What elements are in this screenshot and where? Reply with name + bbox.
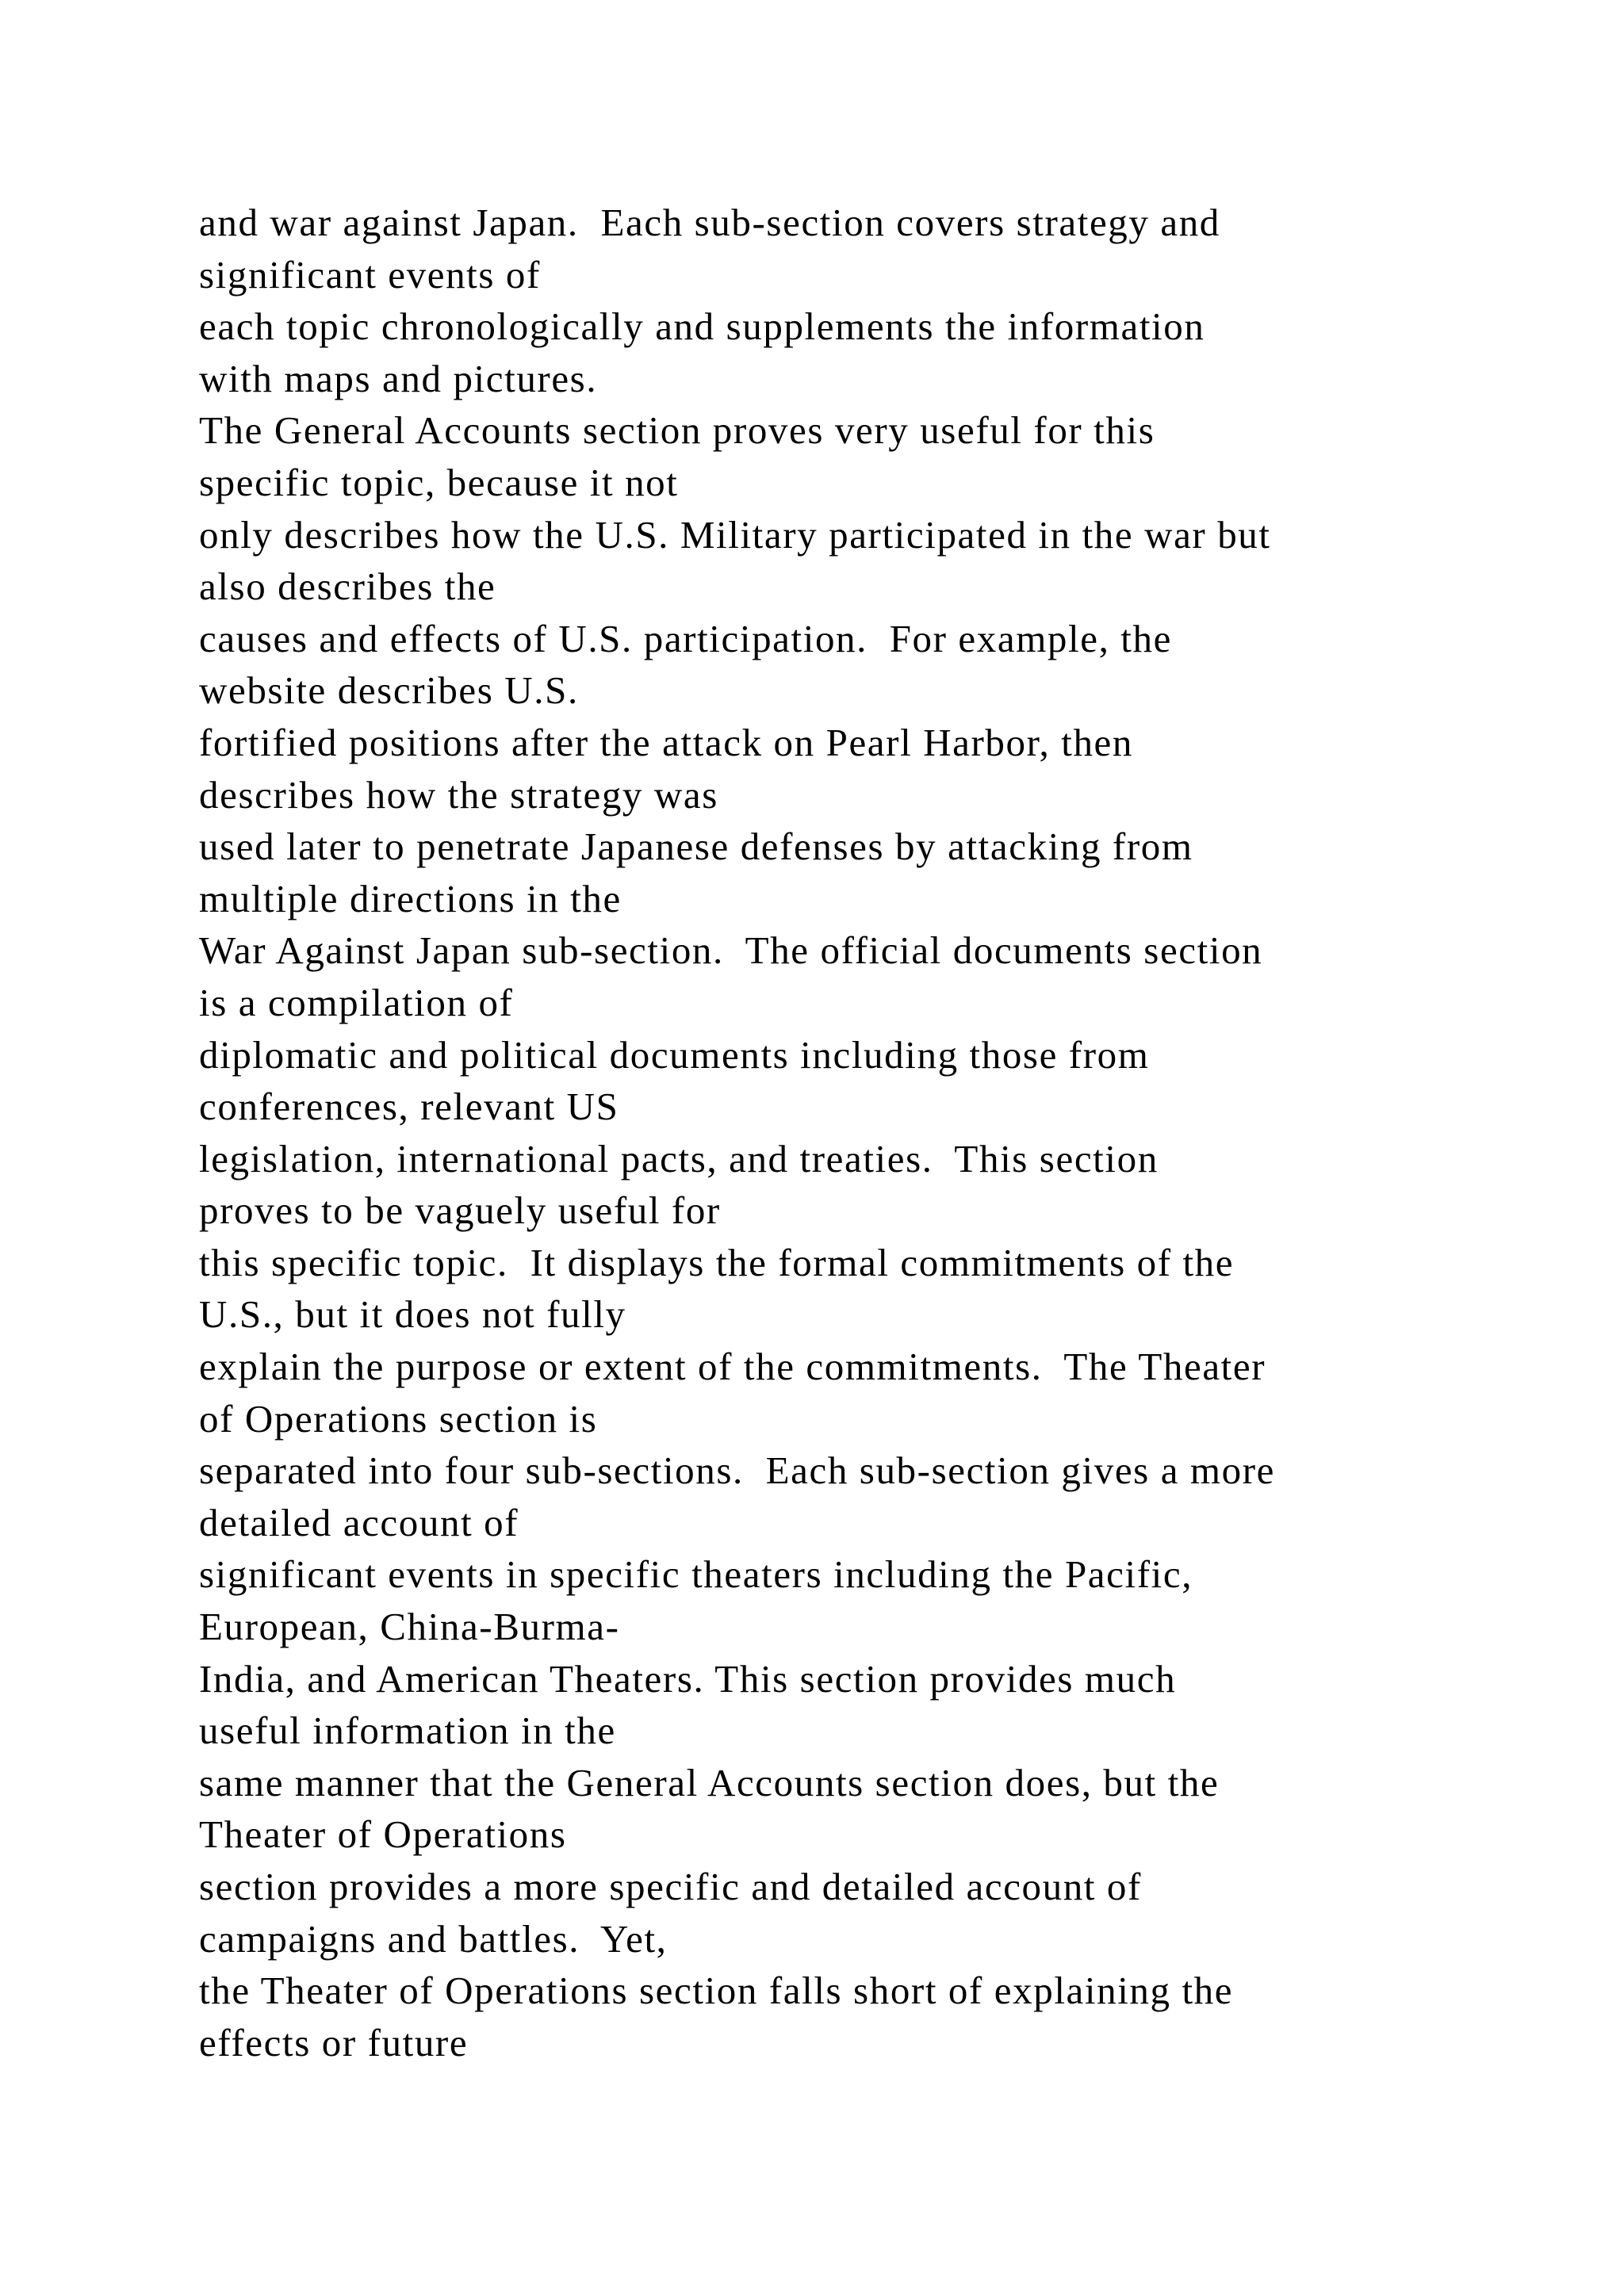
text-line: legislation, international pacts, and treaties. This section [199,1136,1159,1181]
body-text [199,197,1547,2068]
text-line: the Theater of Operations section falls short of explaining the [199,1969,1234,2013]
text-line: multiple directions in the [199,876,622,920]
text-line: European, China-Burma- [199,1605,620,1649]
text-line: India, and American Theaters. This section provides much [199,1656,1177,1701]
text-line: War Against Japan sub-section. The official documents section [199,928,1263,973]
text-line: each topic chronologically and supplements the information [199,304,1205,349]
text-line: significant events in specific theaters including the Pacific, [199,1552,1193,1597]
text-line: same manner that the General Accounts section does, but the [199,1760,1220,1804]
text-line: website describes U.S. [199,668,579,713]
text-line: diplomatic and political documents including those from [199,1032,1150,1077]
text-line: also describes the [199,564,496,609]
text-line: and war against Japan. Each sub-section covers strategy and [199,201,1220,244]
text-line: fortified positions after the attack on Pearl Harbor, then [199,720,1134,764]
text-line: proves to be vaguely useful for [199,1188,721,1233]
text-line: this specific topic. It displays the formal commitments of the [199,1240,1235,1284]
text-line: describes how the strategy was [199,772,718,817]
text-line: specific topic, because it not [199,460,679,504]
text-line: of Operations section is [199,1396,598,1441]
text-line: detailed account of [199,1500,519,1544]
text-line: useful information in the [199,1709,616,1753]
text-line: campaigns and battles. Yet, [199,1916,668,1961]
text-line: Theater of Operations [199,1812,567,1857]
text-line: U.S., but it does not fully [199,1292,626,1337]
text-line: section provides a more specific and detailed account of [199,1865,1142,1908]
text-line: with maps and pictures. [199,356,598,400]
text-line: conferences, relevant US [199,1085,619,1129]
text-line: explain the purpose or extent of the commitments. The Theater [199,1345,1266,1389]
text-line: used later to penetrate Japanese defenses by attacking from [199,825,1193,869]
text-line: only describes how the U.S. Military participated in the war but [199,512,1271,557]
text-line: is a compilation of [199,980,514,1024]
text-line: effects or future [199,2020,469,2064]
text-line: The General Accounts section proves very useful for this [199,408,1155,453]
text-line: causes and effects of U.S. participation. For example, the [199,616,1172,660]
text-line: separated into four sub-sections. Each sub-section gives a more [199,1448,1275,1493]
text-line: significant events of [199,252,541,297]
